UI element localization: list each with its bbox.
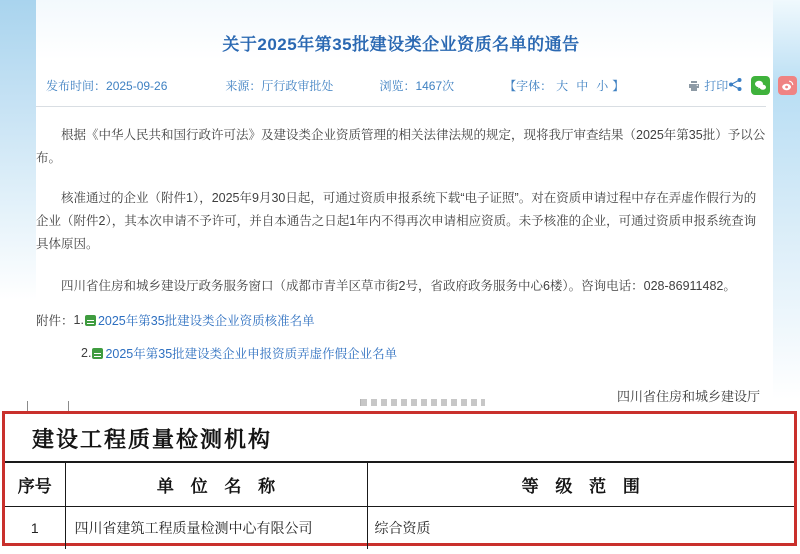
publish-time-label: 发布时间： [46, 79, 107, 93]
document-icon [85, 315, 96, 326]
view-count-value: 1467次 [415, 79, 455, 93]
font-size-control [504, 77, 624, 94]
publish-time-value: 2025-09-26 [106, 78, 168, 93]
attachment-1-index: 1. [73, 313, 84, 327]
paragraph-result: 核准通过的企业（附件1），2025年9月30日起，可通过资质申报系统下载“电子证照”。对在资质申请过程中存在弄虚作假行为的企业（附件2），其本次申请不予许可，并自本通告之日起1年内不得再次申请相应资质。未予核准的企业，可通过资质申报系统查询具体原因。 [36, 191, 757, 251]
page-title: 关于2025年第35批建设类企业资质名单的通告 [222, 35, 580, 54]
share-icon[interactable] [728, 77, 743, 95]
source [225, 77, 333, 94]
cropped-table-border-remnant [27, 401, 28, 411]
font-size-small-button[interactable]: 小 [596, 79, 609, 93]
print-button[interactable] [688, 77, 728, 94]
publish-time [46, 77, 167, 94]
document-icon [92, 348, 103, 359]
paragraph-basis: 根据《中华人民共和国行政许可法》及建设类企业资质管理的相关法律法规的规定，现将我厅审查结果（2025年第35批）予以公布。 [36, 128, 766, 165]
source-value: 厅行政审批处 [261, 79, 334, 93]
table-section-title: 建设工程质量检测机构 [5, 414, 794, 463]
attachment-2-title: 2025年第35批建设类企业申报资质弄虚作假企业名单 [105, 347, 398, 361]
article-body [36, 124, 766, 298]
share-icon-cluster [728, 76, 800, 95]
weibo-icon[interactable] [778, 76, 797, 95]
inspection-agency-table-section [2, 411, 797, 546]
left-sky-decoration [0, 0, 36, 300]
view-count-label: 浏览： [379, 79, 416, 93]
attachments-label: 附件： [36, 314, 74, 328]
column-header-unit-name: 单 位 名 称 [65, 463, 367, 506]
cropped-table-border-remnant [68, 401, 69, 411]
cell-unit-name: 四川省建筑工程质量检测中心有限公司 [65, 506, 367, 549]
view-count [379, 77, 454, 94]
font-size-large-button[interactable]: 大 [556, 79, 569, 93]
attachment-link-2[interactable] [91, 344, 397, 362]
attachment-2-index: 2. [81, 346, 92, 360]
article-meta-bar [36, 76, 766, 107]
source-label: 来源： [225, 79, 262, 93]
cropped-text-remnant [360, 399, 485, 406]
font-size-label-close: 】 [612, 79, 625, 93]
right-sky-decoration [773, 0, 800, 400]
column-header-index: 序号 [5, 463, 65, 506]
table-row [5, 506, 794, 549]
article-content [36, 0, 766, 449]
inspection-agency-table [5, 463, 794, 549]
attachment-line-2 [36, 344, 766, 362]
wechat-icon[interactable] [751, 76, 770, 95]
paragraph-contact: 四川省住房和城乡建设厅政务服务窗口（成都市青羊区草市街2号，省政府政务服务中心6楼）。咨询电话：028-86911482。 [61, 279, 736, 293]
attachment-line-1 [36, 311, 766, 329]
column-header-grade-scope: 等 级 范 围 [367, 463, 794, 506]
attachment-1-title: 2025年第35批建设类企业资质核准名单 [97, 314, 315, 328]
cell-grade-scope: 综合资质 [367, 506, 794, 549]
table-header-row [5, 463, 794, 506]
printer-icon [688, 80, 700, 92]
print-label: 打印 [704, 79, 729, 93]
signature-organization: 四川省住房和城乡建设厅 [616, 389, 760, 404]
font-size-label-open: 【字体： [504, 79, 553, 93]
attachment-link-1[interactable] [84, 311, 315, 329]
font-size-medium-button[interactable]: 中 [576, 79, 589, 93]
cell-index: 1 [5, 506, 65, 549]
